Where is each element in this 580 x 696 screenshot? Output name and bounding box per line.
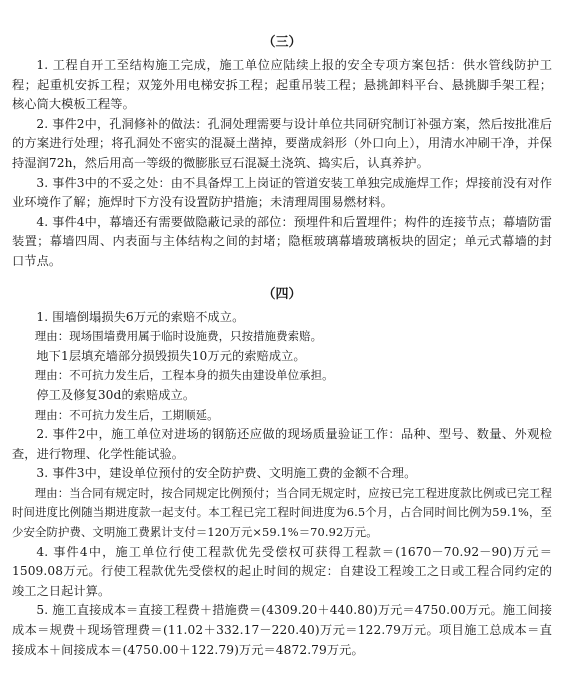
s4-answer-1c-reason: 理由：不可抗力发生后，工期顺延。 <box>34 407 219 422</box>
s4-answer-1b: 地下1层填充墙部分损毁损失10万元的索赔成立。 <box>36 348 306 363</box>
s4-answer-2: 2. 事件2中，施工单位对进场的钢筋还应做的现场质量验证工作：品种、型号、数量、外观检查，进行物理、化学性能试验。 <box>12 427 552 461</box>
s3-answer-3: 3. 事件3中的不妥之处：由不具备焊工上岗证的管道安装工单独完成施焊工作；焊接前没有对作业环境作了解；施焊时下方没有设置防护措施；未清理周围易燃材料。 <box>12 175 552 210</box>
s4-answer-1a-reason: 理由：现场围墙费用属于临时设施费，只按措施费索赔。 <box>34 329 323 344</box>
s4-answer-1b-reason: 理由：不可抗力发生后，工程本身的损失由建设单位承担。 <box>34 368 334 383</box>
s3-answer-1: 1. 工程自开工至结构施工完成，施工单位应陆续上报的安全专项方案包括：供水管线防护工程；起重机安拆工程；双笼外用电梯安拆工程；起重吊装工程；悬挑卸料平台、悬挑脚手架工程；核心筒大模板工程等。 <box>12 58 552 112</box>
s3-answer-2: 2. 事件2中，孔洞修补的做法：孔洞处理需要与设计单位共同研究制订补强方案，然后按批准后的方案进行处理；将孔洞处不密实的混凝土凿掉，要凿成斜形（外口向上），用清水冲刷干净，并保持湿润72h，然后用高一等级的微膨胀豆石混凝土浇筑、捣实后，认真养护。 <box>12 116 552 170</box>
s4-answer-3-reason: 理由：当合同有规定时，按合同规定比例预付；当合同无规定时，应按已完工程进度款比例或已完工程时间进度比例随当期进度款一起支付。本工程已完工程时间进度为6.5个月，占合同时间比例为59.1%，至少安全防护费、文明施工费累计支付＝120万元×59.1%＝70.92万元。 <box>12 485 552 540</box>
s4-answer-4: 4. 事件4中，施工单位行使工程款优先受偿权可获得工程款＝(1670－70.92－90)万元＝1509.08万元。行使工程款优先受偿权的起止时间的规定：自建设工程竣工之日或工程合同约定的竣工之日起计算。 <box>12 544 552 598</box>
s4-answer-5: 5. 施工直接成本＝直接工程费＋措施费＝(4309.20＋440.80)万元＝4750.00万元。施工间接成本＝规费＋现场管理费＝(11.02＋332.17－220.40)万元＝122.79万元。项目施工总成本＝直接成本＋间接成本＝(4750.00＋122.79)万元＝4872.79万元。 <box>12 603 552 657</box>
section-3-title: （三） <box>262 35 302 50</box>
section-4-title: （四） <box>262 286 302 302</box>
s4-answer-1c: 停工及修复30d的索赔成立。 <box>36 387 196 402</box>
s4-answer-1a: 1. 围墙倒塌损失6万元的索赔不成立。 <box>36 309 245 324</box>
s4-answer-3: 3. 事件3中，建设单位预付的安全防护费、文明施工费的金额不合理。 <box>36 466 417 481</box>
s3-answer-4: 4. 事件4中，幕墙还有需要做隐蔽记录的部位：预埋件和后置埋件；构件的连接节点；幕墙防雷装置；幕墙四周、内表面与主体结构之间的封堵；隐框玻璃幕墙玻璃板块的固定；单元式幕墙的封口节点。 <box>12 214 552 268</box>
